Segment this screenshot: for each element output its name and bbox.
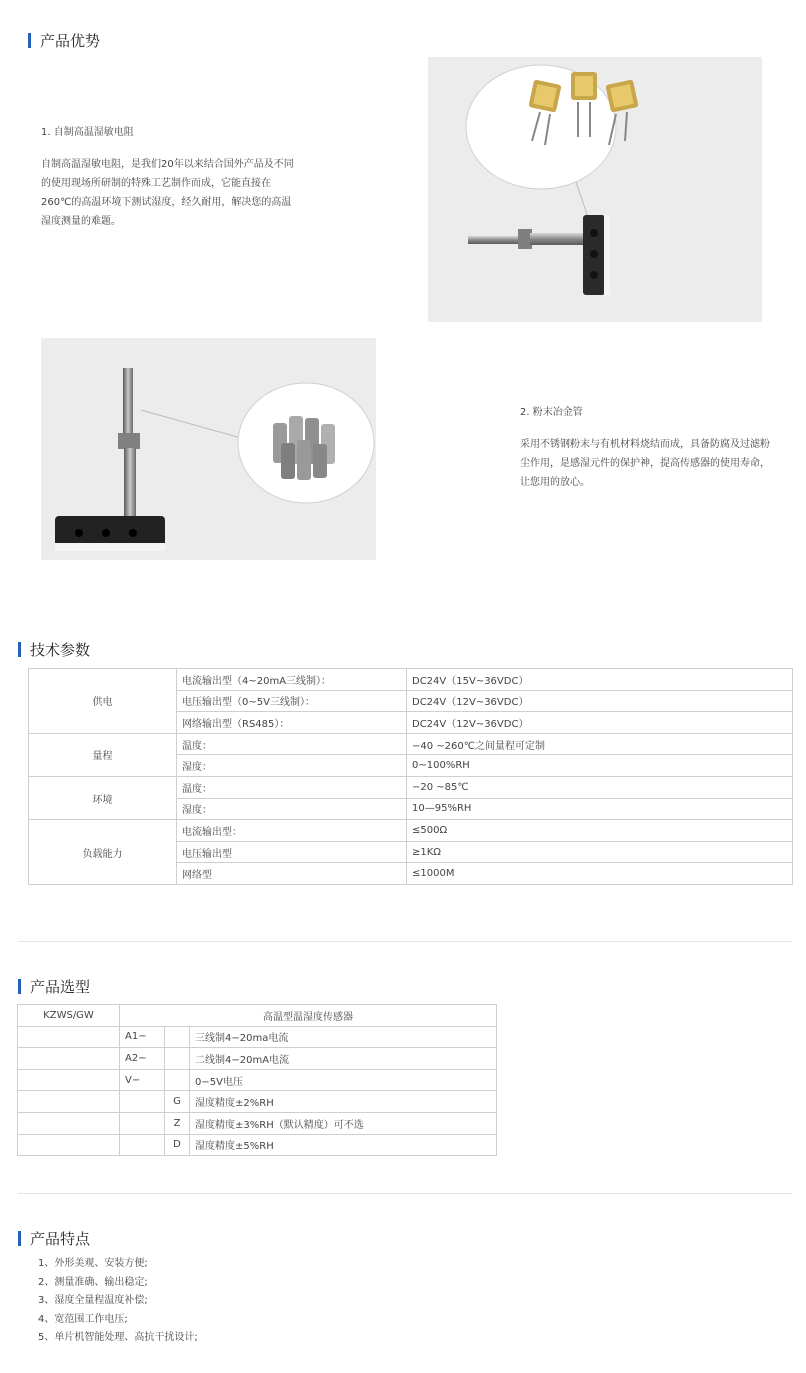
product-photo-humidity-element [428, 57, 762, 322]
spec-label: 电压输出型（0~5V三线制）： [177, 690, 407, 712]
selection-desc: 0−5V电压 [190, 1069, 497, 1091]
list-item: 2、测量准确、输出稳定; [38, 1276, 148, 1288]
selection-code: V− [120, 1069, 165, 1091]
spec-value: −40 ~260℃之间量程可定制 [407, 733, 793, 755]
selection-subcode: Z [165, 1112, 190, 1134]
table-row [29, 669, 793, 691]
spec-value: DC24V（12V~36VDC） [407, 690, 793, 712]
features-list [38, 1255, 198, 1348]
selection-subcode: G [165, 1091, 190, 1113]
section-divider [18, 941, 792, 942]
selection-model: KZWS/GW [18, 1005, 120, 1027]
product-photo-powder-tube [41, 338, 376, 560]
spec-value: DC24V（15V~36VDC） [407, 669, 793, 691]
selection-desc: 二线制4−20mA电流 [190, 1048, 497, 1070]
table-row [18, 1069, 497, 1091]
selection-code: A1− [120, 1026, 165, 1048]
selection-code [120, 1112, 165, 1134]
advantage-item-1 [41, 123, 321, 231]
spec-label: 温度： [177, 733, 407, 755]
advantage-2-heading: 2. 粉末冶金管 [520, 407, 583, 418]
spec-value: 10—95%RH [407, 798, 793, 820]
table-row [18, 1112, 497, 1134]
list-item: 3、湿度全量程温度补偿; [38, 1295, 148, 1306]
spec-group-name: 供电 [29, 669, 177, 734]
spec-label: 网络输出型（RS485）： [177, 712, 407, 734]
table-row [29, 820, 793, 842]
table-row [29, 776, 793, 798]
spec-label: 网络型 [177, 863, 407, 885]
sensor-illustration [428, 57, 762, 322]
selection-desc: 湿度精度±5%RH [190, 1134, 497, 1156]
spec-group-name: 环境 [29, 776, 177, 819]
list-item: 1、外形美观、安装方便; [38, 1258, 148, 1269]
section-divider [18, 1193, 792, 1194]
table-row [18, 1026, 497, 1048]
selection-table [17, 1004, 497, 1156]
spec-label: 湿度： [177, 798, 407, 820]
table-row [29, 733, 793, 755]
selection-code [120, 1134, 165, 1156]
advantage-1-heading: 1. 自制高温湿敏电阻 [41, 127, 134, 138]
spec-group-name: 负载能力 [29, 820, 177, 885]
table-row [18, 1091, 497, 1113]
tube-illustration [41, 338, 376, 560]
spec-value: DC24V（12V~36VDC） [407, 712, 793, 734]
advantage-1-line: 湿度测量的难题。 [41, 216, 121, 227]
section-title-selection: 产品选型 [18, 978, 90, 996]
selection-subcode [165, 1048, 190, 1070]
selection-subcode [165, 1069, 190, 1091]
spec-label: 电流输出型（4~20mA三线制）： [177, 669, 407, 691]
spec-value: −20 ~85℃ [407, 776, 793, 798]
selection-desc: 湿度精度±3%RH（默认精度）可不选 [190, 1112, 497, 1134]
spec-label: 电流输出型： [177, 820, 407, 842]
advantage-1-line: 260℃的高温环境下测试湿度，经久耐用，解决您的高温 [41, 197, 292, 208]
spec-label: 电压输出型 [177, 841, 407, 863]
spec-value: ≤1000M [407, 863, 793, 885]
advantage-2-line: 让您用的放心。 [520, 477, 590, 488]
selection-code [120, 1091, 165, 1113]
spec-value: ≤500Ω [407, 820, 793, 842]
selection-subcode: D [165, 1134, 190, 1156]
spec-group-name: 量程 [29, 733, 177, 776]
section-title-specs: 技术参数 [18, 641, 90, 659]
list-item: 5、单片机智能处理、高抗干扰设计; [38, 1332, 198, 1343]
spec-value: ≥1KΩ [407, 841, 793, 863]
table-row [18, 1005, 497, 1027]
advantage-1-line: 自制高温湿敏电阻，是我们20年以来结合国外产品及不同 [41, 159, 294, 170]
selection-subcode [165, 1026, 190, 1048]
table-row [18, 1048, 497, 1070]
list-item: 4、宽范围工作电压; [38, 1313, 128, 1325]
specs-table [28, 668, 793, 885]
advantage-item-2 [520, 403, 800, 492]
advantage-2-line: 尘作用，是感湿元件的保护神，提高传感器的使用寿命， [520, 458, 770, 469]
selection-desc: 三线制4−20ma电流 [190, 1026, 497, 1048]
advantage-1-line: 的使用现场所研制的特殊工艺制作而成，它能直接在 [41, 178, 271, 189]
spec-value: 0~100%RH [407, 755, 793, 777]
selection-desc: 湿度精度±2%RH [190, 1091, 497, 1113]
selection-code: A2− [120, 1048, 165, 1070]
section-title-advantages: 产品优势 [28, 32, 100, 50]
spec-label: 温度： [177, 776, 407, 798]
section-title-features: 产品特点 [18, 1230, 90, 1248]
selection-header: 高温型温湿度传感器 [120, 1005, 497, 1027]
table-row [18, 1134, 497, 1156]
advantage-2-line: 采用不锈钢粉末与有机材料烧结而成，具备防腐及过滤粉 [520, 439, 770, 450]
spec-label: 湿度： [177, 755, 407, 777]
